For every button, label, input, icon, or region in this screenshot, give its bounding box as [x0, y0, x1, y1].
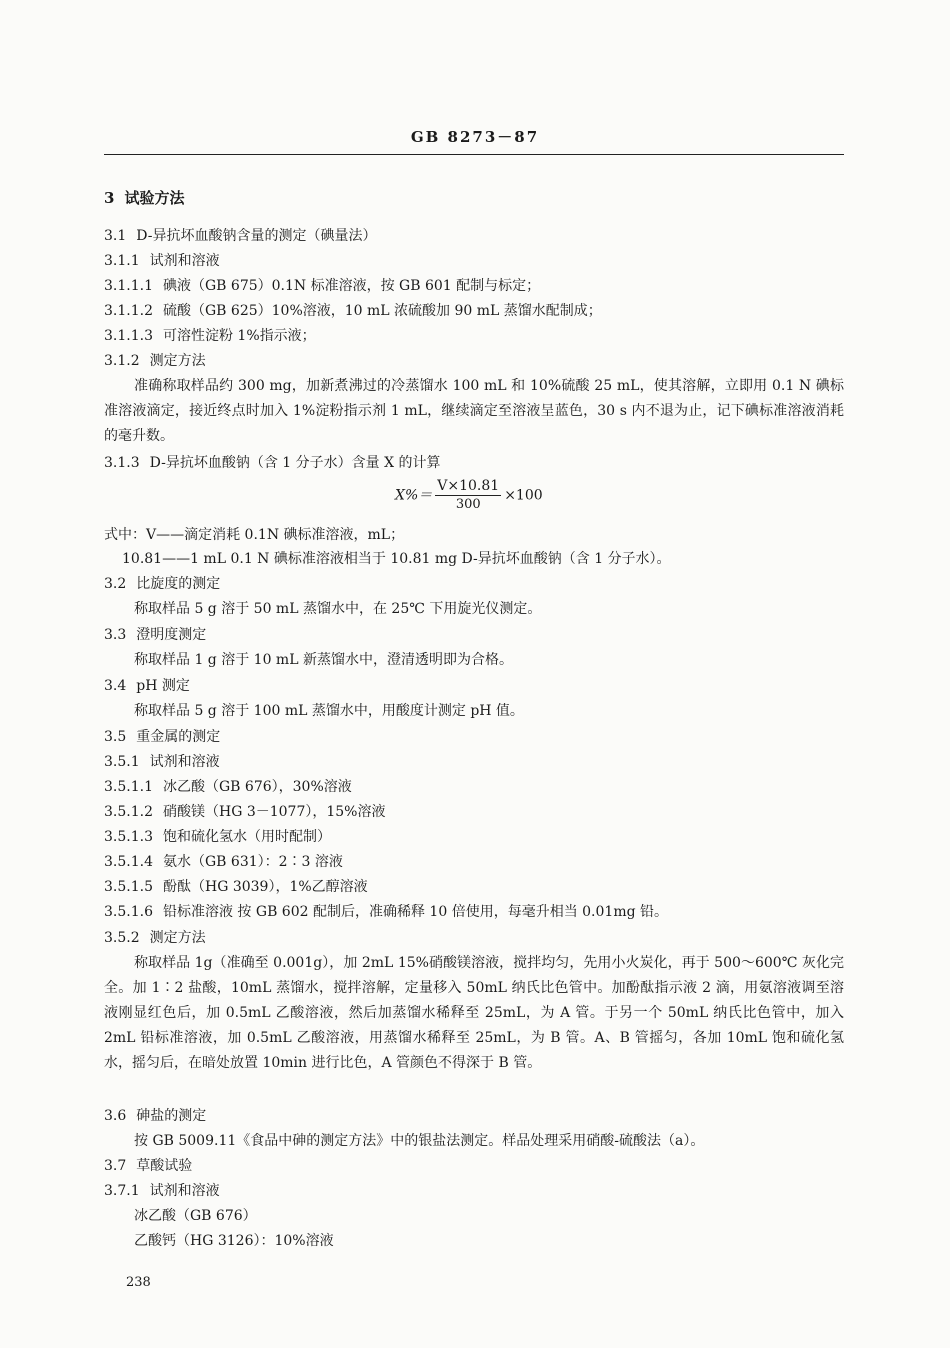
section-title: D-异抗坏血酸钠含量的测定（碘量法）	[136, 228, 377, 244]
item-3-5-1-1	[104, 777, 844, 797]
content-formula	[395, 478, 543, 513]
section-title: 试剂和溶液	[149, 754, 220, 770]
item-3-5-1-5	[104, 877, 844, 897]
section-3-1-3	[104, 453, 844, 473]
item-number: 3.1.1.2	[104, 303, 153, 319]
section-3-6	[104, 1106, 844, 1126]
formula-denominator: 300	[455, 497, 481, 512]
section-3-5-2	[104, 928, 844, 948]
section-title: 试剂和溶液	[149, 253, 220, 269]
item-number: 3.5.1.4	[104, 854, 153, 870]
formula-lhs: X%＝	[395, 487, 433, 504]
section-3-2	[104, 574, 844, 594]
section-number: 3.1.2	[104, 353, 140, 369]
item-text: 硝酸镁（HG 3－1077），15%溶液	[162, 804, 386, 820]
section-number: 3.3	[104, 627, 127, 643]
formula-fraction	[435, 478, 501, 513]
item-3-5-1-2	[104, 802, 844, 822]
section-3	[104, 188, 844, 208]
item-text: 铅标准溶液 按 GB 602 配制后，准确稀释 10 倍使用，每毫升相当 0.01mg 铅。	[162, 904, 669, 920]
section-title: 试剂和溶液	[149, 1183, 220, 1199]
section-3-5-1	[104, 752, 844, 772]
formula-where-1: 式中：V——滴定消耗 0.1N 碘标准溶液，mL；	[104, 527, 405, 543]
item-3-1-1-2	[104, 301, 844, 321]
section-title: 试验方法	[124, 189, 185, 207]
paragraph-3-6: 按 GB 5009.11《食品中砷的测定方法》中的银盐法测定。样品处理采用硝酸-硫酸法（a）。	[134, 1133, 705, 1149]
item-number: 3.5.1.5	[104, 879, 153, 895]
item-text: 硫酸（GB 625）10%溶液，10 mL 浓硫酸加 90 mL 蒸馏水配制成；	[162, 303, 602, 319]
section-number: 3.5.1	[104, 754, 140, 770]
header-rule	[104, 154, 844, 155]
section-number: 3.7.1	[104, 1183, 140, 1199]
paragraph-3-3: 称取样品 1 g 溶于 10 mL 新蒸馏水中，澄清透明即为合格。	[134, 652, 513, 668]
section-number: 3.1.3	[104, 455, 140, 471]
item-text: 可溶性淀粉 1%指示液；	[162, 328, 316, 344]
section-3-1	[104, 226, 844, 246]
section-number: 3.6	[104, 1108, 127, 1124]
item-3-1-1-3	[104, 326, 844, 346]
document-header: GB 8273－87	[410, 128, 540, 146]
section-title: D-异抗坏血酸钠（含 1 分子水）含量 X 的计算	[149, 455, 441, 471]
item-3-5-1-6	[104, 902, 844, 922]
item-3-5-1-3	[104, 827, 844, 847]
item-number: 3.1.1.3	[104, 328, 153, 344]
section-title: pH 测定	[136, 678, 190, 694]
section-3-4	[104, 676, 844, 696]
section-number: 3.7	[104, 1158, 127, 1174]
paragraph-3-2: 称取样品 5 g 溶于 50 mL 蒸馏水中，在 25℃ 下用旋光仪测定。	[134, 601, 542, 617]
section-3-1-1	[104, 251, 844, 271]
section-3-1-2	[104, 351, 844, 371]
section-3-3	[104, 625, 844, 645]
item-3-1-1-1	[104, 276, 844, 296]
section-number: 3	[104, 189, 115, 207]
section-title: 澄明度测定	[136, 627, 207, 643]
item-text: 饱和硫化氢水（用时配制）	[162, 829, 331, 845]
reagent-line: 乙酸钙（HG 3126）：10%溶液	[134, 1233, 334, 1249]
section-3-7-1	[104, 1181, 844, 1201]
section-number: 3.2	[104, 576, 127, 592]
section-3-7	[104, 1156, 844, 1176]
formula-where-2: 10.81——1 mL 0.1 N 碘标准溶液相当于 10.81 mg D-异抗坏血酸钠（含 1 分子水）。	[122, 551, 671, 567]
section-3-5	[104, 727, 844, 747]
section-title: 重金属的测定	[136, 729, 221, 745]
section-number: 3.5.2	[104, 930, 140, 946]
paragraph-3-4: 称取样品 5 g 溶于 100 mL 蒸馏水中，用酸度计测定 pH 值。	[134, 703, 524, 719]
item-number: 3.5.1.6	[104, 904, 153, 920]
item-text: 冰乙酸（GB 676），30%溶液	[162, 779, 352, 795]
item-number: 3.5.1.2	[104, 804, 153, 820]
item-text: 氨水（GB 631）：2∶3 溶液	[162, 854, 343, 870]
section-title: 测定方法	[149, 930, 206, 946]
section-title: 砷盐的测定	[136, 1108, 207, 1124]
item-number: 3.5.1.1	[104, 779, 153, 795]
item-number: 3.5.1.3	[104, 829, 153, 845]
section-number: 3.1.1	[104, 253, 140, 269]
item-number: 3.1.1.1	[104, 278, 153, 294]
item-text: 碘液（GB 675）0.1N 标准溶液，按 GB 601 配制与标定；	[162, 278, 541, 294]
item-3-5-1-4	[104, 852, 844, 872]
formula-numerator: V×10.81	[437, 478, 500, 494]
section-title: 比旋度的测定	[136, 576, 221, 592]
item-text: 酚酞（HG 3039），1%乙醇溶液	[162, 879, 368, 895]
section-number: 3.4	[104, 678, 127, 694]
paragraph-3-5-2: 称取样品 1g（准确至 0.001g），加 2mL 15%硝酸镁溶液，搅拌均匀，先用小火炭化，再于 500～600℃ 灰化完全。加 1∶2 盐酸，10mL 蒸馏水，搅拌溶解，定量移入 50mL 纳氏比色管中。加酚酞指示液 2 滴，用氨溶液调至溶液刚显红色后，加 0.5mL 乙酸溶液，然后加蒸馏水稀释至 25mL，为 A 管。于另一个 50mL 纳氏比色管中，加入 2mL 铅标准溶液，加 0.5mL 乙酸溶液，用蒸馏水稀释至 25mL，为 B 管。A、B 管摇匀，各加 10mL 饱和硫化氢水，摇匀后，在暗处放置 10min 进行比色，A 管颜色不得深于 B 管。	[104, 955, 844, 1071]
section-title: 草酸试验	[136, 1158, 193, 1174]
paragraph-3-1-2: 准确称取样品约 300 mg，加新煮沸过的冷蒸馏水 100 mL 和 10%硫酸 25 mL，使其溶解，立即用 0.1 N 碘标准溶液滴定，接近终点时加入 1%淀粉指示剂 1 mL，继续滴定至溶液呈蓝色，30 s 内不退为止，记下碘标准溶液消耗的毫升数。	[104, 378, 844, 444]
section-title: 测定方法	[149, 353, 206, 369]
page-number: 238	[126, 1275, 151, 1290]
section-number: 3.1	[104, 228, 127, 244]
section-number: 3.5	[104, 729, 127, 745]
reagent-line: 冰乙酸（GB 676）	[134, 1208, 257, 1224]
formula-rhs: ×100	[504, 487, 543, 504]
